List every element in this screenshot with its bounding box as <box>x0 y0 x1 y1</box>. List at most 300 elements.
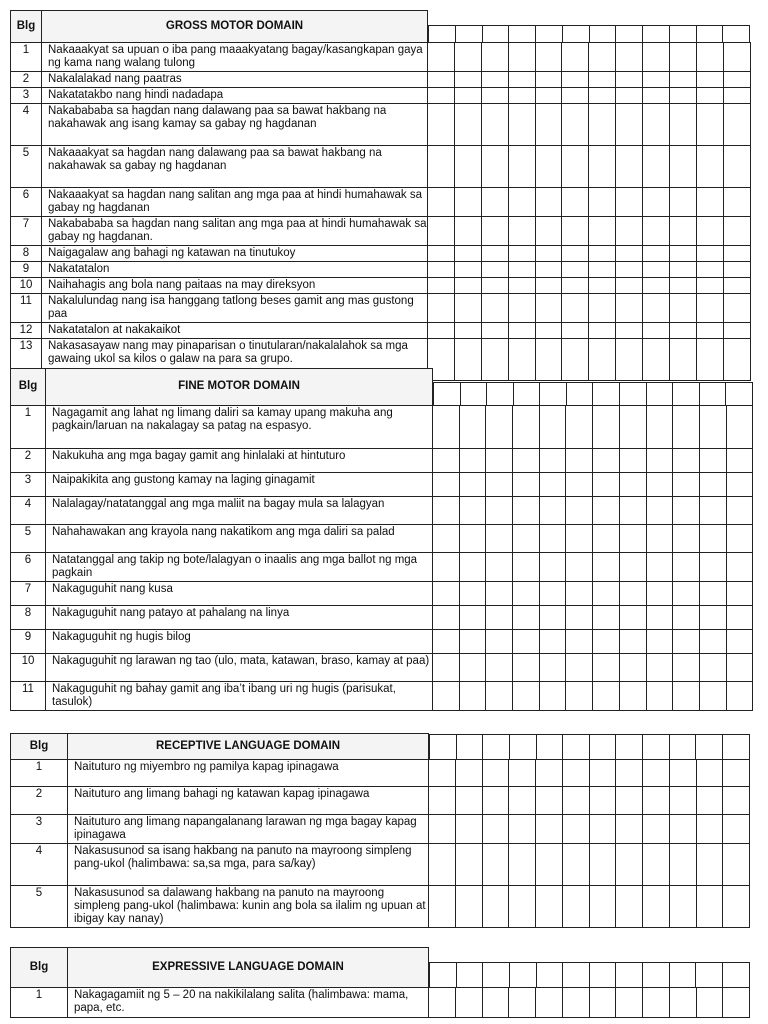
check-cell[interactable] <box>428 145 455 187</box>
check-cell[interactable] <box>539 552 566 581</box>
check-cell[interactable] <box>513 524 540 552</box>
check-cell[interactable] <box>562 42 589 71</box>
check-cell[interactable] <box>508 42 535 71</box>
check-cell[interactable] <box>669 814 696 843</box>
check-cell[interactable] <box>673 472 700 496</box>
check-cell[interactable] <box>643 987 670 1017</box>
check-cell[interactable] <box>433 472 460 496</box>
check-cell[interactable] <box>454 42 481 71</box>
check-cell[interactable] <box>566 496 593 524</box>
check-cell[interactable] <box>508 187 535 216</box>
check-cell[interactable] <box>673 524 700 552</box>
check-cell[interactable] <box>726 681 753 710</box>
check-cell[interactable] <box>482 759 509 786</box>
check-cell[interactable] <box>670 103 697 145</box>
check-cell[interactable] <box>670 145 697 187</box>
check-cell[interactable] <box>513 405 540 448</box>
check-cell[interactable] <box>619 496 646 524</box>
check-cell[interactable] <box>673 405 700 448</box>
check-cell[interactable] <box>589 87 616 103</box>
check-cell[interactable] <box>589 293 616 322</box>
check-cell[interactable] <box>486 524 513 552</box>
check-cell[interactable] <box>696 987 723 1017</box>
check-cell[interactable] <box>589 814 616 843</box>
check-cell[interactable] <box>696 245 723 261</box>
check-cell[interactable] <box>589 277 616 293</box>
check-cell[interactable] <box>454 261 481 277</box>
check-cell[interactable] <box>726 653 753 681</box>
check-cell[interactable] <box>433 629 460 653</box>
check-cell[interactable] <box>616 885 643 927</box>
check-cell[interactable] <box>454 216 481 245</box>
check-cell[interactable] <box>646 629 673 653</box>
check-cell[interactable] <box>646 681 673 710</box>
check-cell[interactable] <box>459 405 486 448</box>
check-cell[interactable] <box>429 843 456 885</box>
check-cell[interactable] <box>459 629 486 653</box>
check-cell[interactable] <box>619 581 646 605</box>
check-cell[interactable] <box>673 552 700 581</box>
check-cell[interactable] <box>643 759 670 786</box>
check-cell[interactable] <box>539 496 566 524</box>
check-cell[interactable] <box>726 629 753 653</box>
check-cell[interactable] <box>699 552 726 581</box>
check-cell[interactable] <box>459 524 486 552</box>
check-cell[interactable] <box>566 524 593 552</box>
check-cell[interactable] <box>670 71 697 87</box>
check-cell[interactable] <box>589 42 616 71</box>
check-cell[interactable] <box>669 885 696 927</box>
check-cell[interactable] <box>619 605 646 629</box>
check-cell[interactable] <box>670 187 697 216</box>
check-cell[interactable] <box>454 293 481 322</box>
check-cell[interactable] <box>643 71 670 87</box>
check-cell[interactable] <box>433 405 460 448</box>
check-cell[interactable] <box>509 759 536 786</box>
check-cell[interactable] <box>643 293 670 322</box>
check-cell[interactable] <box>482 885 509 927</box>
check-cell[interactable] <box>459 681 486 710</box>
check-cell[interactable] <box>723 103 750 145</box>
check-cell[interactable] <box>562 759 589 786</box>
check-cell[interactable] <box>486 552 513 581</box>
check-cell[interactable] <box>699 681 726 710</box>
check-cell[interactable] <box>566 552 593 581</box>
check-cell[interactable] <box>696 187 723 216</box>
check-cell[interactable] <box>536 759 563 786</box>
check-cell[interactable] <box>454 245 481 261</box>
check-cell[interactable] <box>696 216 723 245</box>
check-cell[interactable] <box>508 293 535 322</box>
check-cell[interactable] <box>562 145 589 187</box>
check-cell[interactable] <box>513 581 540 605</box>
check-cell[interactable] <box>723 245 750 261</box>
check-cell[interactable] <box>723 277 750 293</box>
check-cell[interactable] <box>513 472 540 496</box>
check-cell[interactable] <box>616 322 643 338</box>
check-cell[interactable] <box>619 524 646 552</box>
check-cell[interactable] <box>699 581 726 605</box>
check-cell[interactable] <box>616 245 643 261</box>
check-cell[interactable] <box>696 71 723 87</box>
check-cell[interactable] <box>643 216 670 245</box>
check-cell[interactable] <box>593 605 620 629</box>
check-cell[interactable] <box>696 277 723 293</box>
check-cell[interactable] <box>513 629 540 653</box>
check-cell[interactable] <box>699 524 726 552</box>
check-cell[interactable] <box>669 843 696 885</box>
check-cell[interactable] <box>670 261 697 277</box>
check-cell[interactable] <box>508 103 535 145</box>
check-cell[interactable] <box>509 843 536 885</box>
check-cell[interactable] <box>646 605 673 629</box>
check-cell[interactable] <box>433 524 460 552</box>
check-cell[interactable] <box>562 71 589 87</box>
check-cell[interactable] <box>486 653 513 681</box>
check-cell[interactable] <box>616 786 643 814</box>
check-cell[interactable] <box>616 987 643 1017</box>
check-cell[interactable] <box>619 448 646 472</box>
check-cell[interactable] <box>616 216 643 245</box>
check-cell[interactable] <box>428 71 455 87</box>
check-cell[interactable] <box>726 405 753 448</box>
check-cell[interactable] <box>536 987 563 1017</box>
check-cell[interactable] <box>433 552 460 581</box>
check-cell[interactable] <box>562 187 589 216</box>
check-cell[interactable] <box>670 322 697 338</box>
check-cell[interactable] <box>566 472 593 496</box>
check-cell[interactable] <box>723 293 750 322</box>
check-cell[interactable] <box>562 322 589 338</box>
check-cell[interactable] <box>459 605 486 629</box>
check-cell[interactable] <box>481 293 508 322</box>
check-cell[interactable] <box>428 293 455 322</box>
check-cell[interactable] <box>481 277 508 293</box>
check-cell[interactable] <box>643 87 670 103</box>
check-cell[interactable] <box>482 814 509 843</box>
check-cell[interactable] <box>566 605 593 629</box>
check-cell[interactable] <box>562 885 589 927</box>
check-cell[interactable] <box>513 681 540 710</box>
check-cell[interactable] <box>566 448 593 472</box>
check-cell[interactable] <box>455 759 482 786</box>
check-cell[interactable] <box>481 42 508 71</box>
check-cell[interactable] <box>723 187 750 216</box>
check-cell[interactable] <box>589 885 616 927</box>
check-cell[interactable] <box>428 245 455 261</box>
check-cell[interactable] <box>696 87 723 103</box>
check-cell[interactable] <box>508 216 535 245</box>
check-cell[interactable] <box>643 885 670 927</box>
check-cell[interactable] <box>616 293 643 322</box>
check-cell[interactable] <box>455 786 482 814</box>
check-cell[interactable] <box>616 42 643 71</box>
check-cell[interactable] <box>535 87 562 103</box>
check-cell[interactable] <box>429 759 456 786</box>
check-cell[interactable] <box>643 245 670 261</box>
check-cell[interactable] <box>616 814 643 843</box>
check-cell[interactable] <box>481 103 508 145</box>
check-cell[interactable] <box>428 42 455 71</box>
check-cell[interactable] <box>696 103 723 145</box>
check-cell[interactable] <box>616 843 643 885</box>
check-cell[interactable] <box>646 405 673 448</box>
check-cell[interactable] <box>486 448 513 472</box>
check-cell[interactable] <box>509 814 536 843</box>
check-cell[interactable] <box>699 629 726 653</box>
check-cell[interactable] <box>566 653 593 681</box>
check-cell[interactable] <box>646 552 673 581</box>
check-cell[interactable] <box>566 581 593 605</box>
check-cell[interactable] <box>433 581 460 605</box>
check-cell[interactable] <box>723 42 750 71</box>
check-cell[interactable] <box>433 653 460 681</box>
check-cell[interactable] <box>562 987 589 1017</box>
check-cell[interactable] <box>454 187 481 216</box>
check-cell[interactable] <box>723 786 750 814</box>
check-cell[interactable] <box>696 814 723 843</box>
check-cell[interactable] <box>486 496 513 524</box>
check-cell[interactable] <box>699 605 726 629</box>
check-cell[interactable] <box>646 524 673 552</box>
check-cell[interactable] <box>428 187 455 216</box>
check-cell[interactable] <box>513 496 540 524</box>
check-cell[interactable] <box>699 653 726 681</box>
check-cell[interactable] <box>481 145 508 187</box>
check-cell[interactable] <box>486 681 513 710</box>
check-cell[interactable] <box>562 843 589 885</box>
check-cell[interactable] <box>589 322 616 338</box>
check-cell[interactable] <box>428 277 455 293</box>
check-cell[interactable] <box>673 653 700 681</box>
check-cell[interactable] <box>539 448 566 472</box>
check-cell[interactable] <box>723 987 750 1017</box>
check-cell[interactable] <box>619 472 646 496</box>
check-cell[interactable] <box>454 277 481 293</box>
check-cell[interactable] <box>536 786 563 814</box>
check-cell[interactable] <box>454 87 481 103</box>
check-cell[interactable] <box>670 245 697 261</box>
check-cell[interactable] <box>669 759 696 786</box>
check-cell[interactable] <box>429 814 456 843</box>
check-cell[interactable] <box>699 405 726 448</box>
check-cell[interactable] <box>723 759 750 786</box>
check-cell[interactable] <box>589 987 616 1017</box>
check-cell[interactable] <box>481 261 508 277</box>
check-cell[interactable] <box>428 322 455 338</box>
check-cell[interactable] <box>508 261 535 277</box>
check-cell[interactable] <box>562 277 589 293</box>
check-cell[interactable] <box>670 293 697 322</box>
check-cell[interactable] <box>593 496 620 524</box>
check-cell[interactable] <box>454 322 481 338</box>
check-cell[interactable] <box>566 681 593 710</box>
check-cell[interactable] <box>593 405 620 448</box>
check-cell[interactable] <box>539 605 566 629</box>
check-cell[interactable] <box>455 885 482 927</box>
check-cell[interactable] <box>482 987 509 1017</box>
check-cell[interactable] <box>429 885 456 927</box>
check-cell[interactable] <box>669 987 696 1017</box>
check-cell[interactable] <box>593 653 620 681</box>
check-cell[interactable] <box>696 843 723 885</box>
check-cell[interactable] <box>428 261 455 277</box>
check-cell[interactable] <box>723 145 750 187</box>
check-cell[interactable] <box>699 448 726 472</box>
check-cell[interactable] <box>508 277 535 293</box>
check-cell[interactable] <box>589 245 616 261</box>
check-cell[interactable] <box>535 293 562 322</box>
check-cell[interactable] <box>508 71 535 87</box>
check-cell[interactable] <box>433 605 460 629</box>
check-cell[interactable] <box>428 87 455 103</box>
check-cell[interactable] <box>723 814 750 843</box>
check-cell[interactable] <box>696 786 723 814</box>
check-cell[interactable] <box>536 843 563 885</box>
check-cell[interactable] <box>726 605 753 629</box>
check-cell[interactable] <box>486 472 513 496</box>
check-cell[interactable] <box>699 472 726 496</box>
check-cell[interactable] <box>535 277 562 293</box>
check-cell[interactable] <box>646 496 673 524</box>
check-cell[interactable] <box>486 405 513 448</box>
check-cell[interactable] <box>455 814 482 843</box>
check-cell[interactable] <box>513 448 540 472</box>
check-cell[interactable] <box>429 987 456 1017</box>
check-cell[interactable] <box>616 187 643 216</box>
check-cell[interactable] <box>433 681 460 710</box>
check-cell[interactable] <box>509 885 536 927</box>
check-cell[interactable] <box>589 843 616 885</box>
check-cell[interactable] <box>513 605 540 629</box>
check-cell[interactable] <box>454 103 481 145</box>
check-cell[interactable] <box>428 103 455 145</box>
check-cell[interactable] <box>696 42 723 71</box>
check-cell[interactable] <box>539 405 566 448</box>
check-cell[interactable] <box>455 987 482 1017</box>
check-cell[interactable] <box>616 87 643 103</box>
check-cell[interactable] <box>673 605 700 629</box>
check-cell[interactable] <box>589 216 616 245</box>
check-cell[interactable] <box>509 786 536 814</box>
check-cell[interactable] <box>696 885 723 927</box>
check-cell[interactable] <box>696 293 723 322</box>
check-cell[interactable] <box>508 87 535 103</box>
check-cell[interactable] <box>486 605 513 629</box>
check-cell[interactable] <box>481 87 508 103</box>
check-cell[interactable] <box>459 496 486 524</box>
check-cell[interactable] <box>593 629 620 653</box>
check-cell[interactable] <box>433 448 460 472</box>
check-cell[interactable] <box>459 472 486 496</box>
check-cell[interactable] <box>726 524 753 552</box>
check-cell[interactable] <box>455 843 482 885</box>
check-cell[interactable] <box>616 145 643 187</box>
check-cell[interactable] <box>726 472 753 496</box>
check-cell[interactable] <box>643 145 670 187</box>
check-cell[interactable] <box>696 145 723 187</box>
check-cell[interactable] <box>616 261 643 277</box>
check-cell[interactable] <box>509 987 536 1017</box>
check-cell[interactable] <box>673 681 700 710</box>
check-cell[interactable] <box>616 71 643 87</box>
check-cell[interactable] <box>536 885 563 927</box>
check-cell[interactable] <box>593 472 620 496</box>
check-cell[interactable] <box>646 448 673 472</box>
check-cell[interactable] <box>673 448 700 472</box>
check-cell[interactable] <box>535 187 562 216</box>
check-cell[interactable] <box>566 405 593 448</box>
check-cell[interactable] <box>593 552 620 581</box>
check-cell[interactable] <box>726 581 753 605</box>
check-cell[interactable] <box>508 245 535 261</box>
check-cell[interactable] <box>508 145 535 187</box>
check-cell[interactable] <box>513 552 540 581</box>
check-cell[interactable] <box>646 653 673 681</box>
check-cell[interactable] <box>459 552 486 581</box>
check-cell[interactable] <box>481 322 508 338</box>
check-cell[interactable] <box>723 87 750 103</box>
check-cell[interactable] <box>673 496 700 524</box>
check-cell[interactable] <box>513 653 540 681</box>
check-cell[interactable] <box>482 843 509 885</box>
check-cell[interactable] <box>454 71 481 87</box>
check-cell[interactable] <box>646 472 673 496</box>
check-cell[interactable] <box>535 145 562 187</box>
check-cell[interactable] <box>593 681 620 710</box>
check-cell[interactable] <box>723 71 750 87</box>
check-cell[interactable] <box>696 261 723 277</box>
check-cell[interactable] <box>593 581 620 605</box>
check-cell[interactable] <box>481 187 508 216</box>
check-cell[interactable] <box>589 71 616 87</box>
check-cell[interactable] <box>699 496 726 524</box>
check-cell[interactable] <box>589 187 616 216</box>
check-cell[interactable] <box>539 524 566 552</box>
check-cell[interactable] <box>589 261 616 277</box>
check-cell[interactable] <box>669 786 696 814</box>
check-cell[interactable] <box>723 261 750 277</box>
check-cell[interactable] <box>536 814 563 843</box>
check-cell[interactable] <box>643 103 670 145</box>
check-cell[interactable] <box>670 87 697 103</box>
check-cell[interactable] <box>589 103 616 145</box>
check-cell[interactable] <box>726 448 753 472</box>
check-cell[interactable] <box>619 681 646 710</box>
check-cell[interactable] <box>726 552 753 581</box>
check-cell[interactable] <box>616 103 643 145</box>
check-cell[interactable] <box>723 322 750 338</box>
check-cell[interactable] <box>481 71 508 87</box>
check-cell[interactable] <box>723 843 750 885</box>
check-cell[interactable] <box>535 322 562 338</box>
check-cell[interactable] <box>643 187 670 216</box>
check-cell[interactable] <box>433 496 460 524</box>
check-cell[interactable] <box>589 786 616 814</box>
check-cell[interactable] <box>539 472 566 496</box>
check-cell[interactable] <box>539 581 566 605</box>
check-cell[interactable] <box>643 843 670 885</box>
check-cell[interactable] <box>673 581 700 605</box>
check-cell[interactable] <box>562 103 589 145</box>
check-cell[interactable] <box>643 814 670 843</box>
check-cell[interactable] <box>616 277 643 293</box>
check-cell[interactable] <box>539 629 566 653</box>
check-cell[interactable] <box>454 145 481 187</box>
check-cell[interactable] <box>508 322 535 338</box>
check-cell[interactable] <box>643 786 670 814</box>
check-cell[interactable] <box>486 581 513 605</box>
